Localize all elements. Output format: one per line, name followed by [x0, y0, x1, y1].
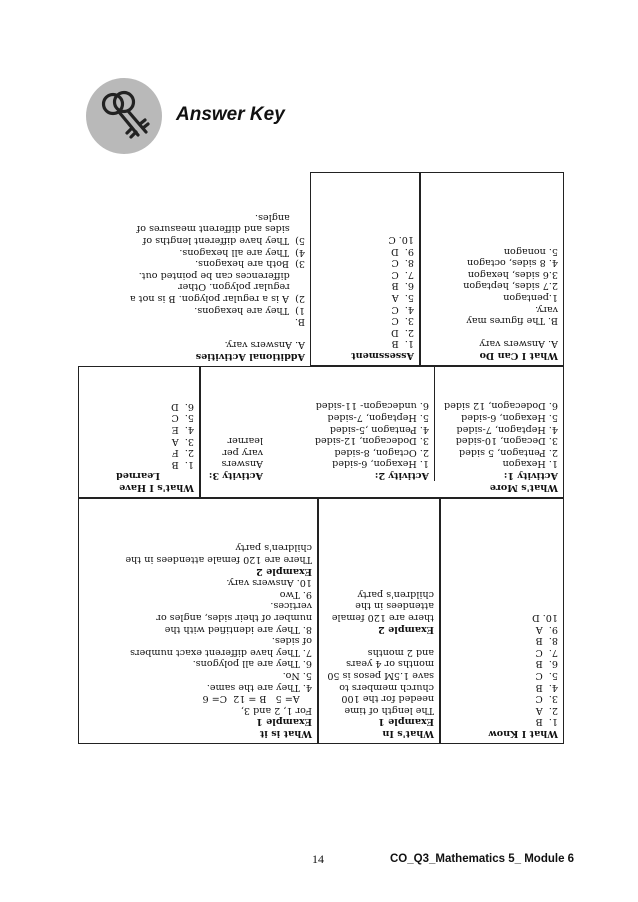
answer-item: 8. C	[391, 257, 414, 269]
text-line: 3. Dodecagon, 12-sided	[314, 435, 429, 447]
answer-item: 4. C	[391, 303, 414, 315]
box-whats-more	[200, 366, 564, 498]
box-what-is-it	[78, 498, 318, 744]
text-line: 7. They have different exact numbers	[130, 646, 312, 658]
text-line: 1. Hexagon	[502, 458, 558, 470]
text-line: months or 4 years	[346, 658, 434, 670]
answer-item: 2. D	[391, 326, 414, 338]
example-label: Example 2	[378, 623, 434, 635]
answer-item: 2. A	[535, 704, 558, 716]
box-assessment	[310, 172, 420, 366]
text-line: 4) They are all hexagons.	[179, 246, 305, 258]
text-line: 2. Octagon, 8-sided	[334, 446, 429, 458]
answer-item: 3. A	[171, 435, 194, 447]
text-line: vertices.	[270, 600, 312, 612]
text-line: angles.	[254, 211, 305, 223]
text-line: Answers	[221, 458, 263, 470]
text-line: attendees in the	[355, 600, 434, 612]
heading-what-i-can-do: What I Can Do	[479, 350, 558, 361]
answer-item: 6. B	[391, 280, 414, 292]
answer-item: 3. C	[391, 315, 414, 327]
box-what-i-have-learned	[78, 366, 200, 498]
text-line: B.	[294, 316, 305, 328]
text-line: there are 120 female	[331, 612, 434, 624]
text-line: 4. Pentagon ,5-sided	[329, 423, 429, 435]
example-label: Example 1	[378, 716, 434, 728]
text-line: sides and different measures of	[136, 223, 305, 235]
heading-whats-more: What's More	[489, 482, 558, 493]
text-line: 2.7 sides, heptagon	[463, 280, 558, 292]
text-line: 9. Two	[279, 588, 312, 600]
text-line: 4. They are the same.	[206, 681, 312, 693]
text-line: 2. Pentagon, 5 sided	[459, 446, 558, 458]
box-what-i-can-do	[420, 172, 564, 366]
answer-item: 7. C	[391, 268, 414, 280]
text-line: 8. They are identified with the	[164, 623, 312, 635]
text-line: of sides.	[271, 635, 312, 647]
box-whats-in	[318, 498, 440, 744]
text-line: 2) A is a regular polygon. B is not a	[129, 293, 305, 305]
text-line: 4. 8 sides, octagon	[466, 257, 558, 269]
answer-item: 3. C	[535, 693, 558, 705]
text-line: 5. Heptagon, 7-sided	[327, 412, 429, 424]
text-line: 1. Hexagon, 6-sided	[332, 458, 429, 470]
box-what-i-know	[440, 498, 564, 744]
text-line: number of their sides, angles or	[156, 612, 312, 624]
text-line: vary per	[222, 446, 263, 458]
page-number: 14	[312, 852, 324, 866]
text-line: 5. Hexagon, 6-sided	[461, 412, 558, 424]
text-line: differences can be pointed out.	[138, 269, 305, 281]
heading-whats-in: What's In	[382, 728, 434, 739]
module-label: CO_Q3_Mathematics 5_ Module 6	[390, 853, 575, 865]
answer-key-grid	[78, 172, 564, 744]
activity-label: Activity 3:	[208, 470, 263, 481]
text-line: regular polygon. Other	[177, 281, 305, 293]
text-line: 3. Decagon, 10-sided	[455, 435, 558, 447]
answer-item: 5. C	[535, 670, 558, 682]
text-line: 5) They have different lengths of	[142, 235, 305, 247]
answer-item: 6. B	[535, 658, 558, 670]
answer-key-header	[86, 78, 386, 158]
activity-label: Activity 1:	[503, 470, 558, 481]
text-line: 5. No.	[282, 670, 312, 682]
answer-item: 5. C	[171, 412, 194, 424]
keys-icon	[86, 78, 162, 154]
text-line: save 1.5M pesos is 50	[327, 670, 434, 682]
text-line: church members to	[339, 681, 434, 693]
answer-item: 9. D	[391, 245, 414, 257]
text-line: 3.6 sides, hexagon	[467, 268, 558, 280]
answer-item: 10. D	[532, 612, 558, 624]
text-line: 6. Dodecagon, 12 sided	[444, 400, 558, 412]
heading-additional-activities: Additional Activities	[195, 351, 305, 362]
answer-item: 5. A	[391, 292, 414, 304]
text-line: 6. They are all polygons.	[192, 658, 312, 670]
activity-label: Activity 2:	[374, 470, 429, 481]
answer-item: 2. F	[172, 447, 194, 459]
text-line: learner	[227, 435, 263, 447]
answer-item: 4. B	[535, 681, 558, 693]
answer-item: 1. B	[391, 338, 414, 350]
box-additional-activities	[78, 172, 310, 366]
text-line: The length of time	[344, 704, 434, 716]
text-line: 5. nonagon	[503, 245, 558, 257]
answer-item: 10. C	[388, 234, 414, 246]
text-line: A. Answers vary.	[224, 339, 305, 351]
answer-item: 4. E	[171, 424, 194, 436]
example-label: Example 1	[256, 716, 312, 728]
text-line: needed for the 100	[341, 693, 434, 705]
text-line: children's party	[357, 588, 434, 600]
heading-what-i-know: What I Know	[488, 728, 558, 739]
answer-item: 8. B	[535, 635, 558, 647]
text-line: 4. Heptagon, 7-sided	[456, 423, 558, 435]
answer-item: 6. D	[171, 400, 194, 412]
answer-item: 1. B	[171, 458, 194, 470]
text-line: 3) Both are hexagons.	[195, 258, 305, 270]
answer-item: 9. A	[535, 623, 558, 635]
example-label: Example 2	[256, 565, 312, 577]
text-line: 6. undecagon- 11-sided	[315, 400, 429, 412]
text-line: For 1, 2 and 3,	[240, 704, 312, 716]
text-line: and 2 months	[367, 646, 434, 658]
text-line: vary.	[535, 303, 558, 315]
text-line: 1) They are hexagons.	[194, 304, 305, 316]
text-line: There are 120 female attendees in the	[125, 554, 312, 566]
page-title: Answer Key	[176, 104, 285, 125]
heading-what-i-have-learned: What's I Have	[119, 482, 194, 493]
text-line: A= 5 B = 12 C= 6	[202, 693, 312, 705]
answer-item: 7. C	[535, 646, 558, 658]
heading-assessment: Assessment	[351, 350, 414, 361]
text-line: A. Answers vary	[479, 338, 558, 350]
heading-what-is-it: What is it	[259, 728, 312, 739]
answer-item: 1. B	[535, 716, 558, 728]
text-line: 1.pentagon	[503, 292, 558, 304]
text-line: B. The figures may	[466, 315, 558, 327]
text-line: 10. Answers vary.	[226, 577, 312, 589]
text-line: children's party	[235, 542, 312, 554]
heading-learned: Learned	[116, 470, 160, 482]
